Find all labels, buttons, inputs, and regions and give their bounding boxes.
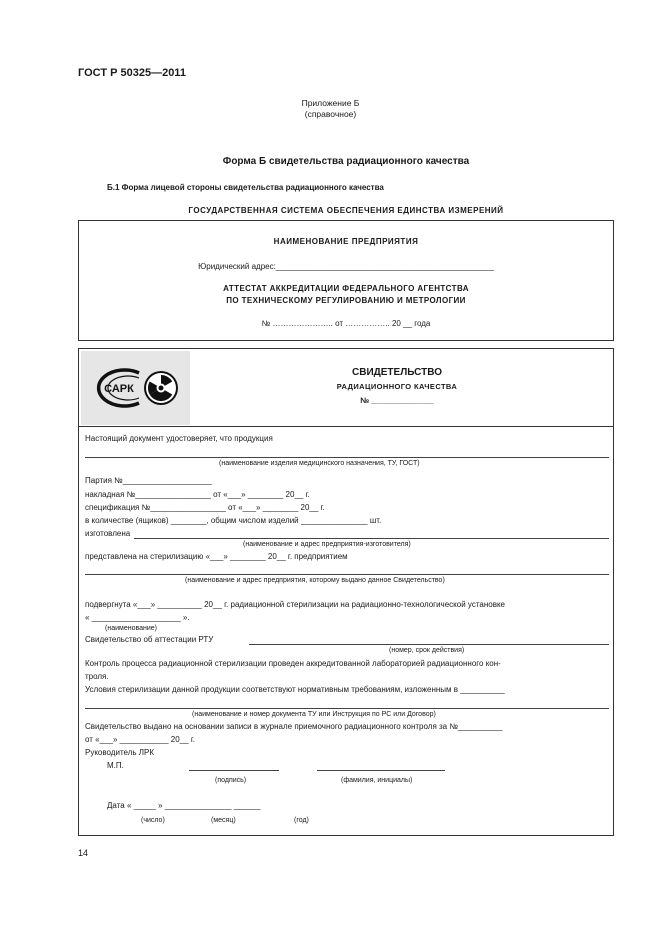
- year-caption: (год): [294, 817, 309, 824]
- divider: [79, 426, 613, 427]
- appendix-label: [0, 98, 661, 120]
- legal-address: Юридический адрес:_________________________________________________: [198, 262, 494, 271]
- installation-line: « ____________________ ».: [85, 613, 190, 622]
- rtu-field: [249, 644, 609, 645]
- manufacturer-line: изготовлена: [85, 529, 131, 538]
- stamp-label: М.П.: [107, 761, 124, 770]
- signature-caption: (подпись): [215, 777, 247, 784]
- document-caption: (наименование и номер документа ТУ или Инструкция по РС или Договор): [192, 711, 436, 718]
- certificate-subtitle: РАДИАЦИОННОГО КАЧЕСТВА: [336, 382, 458, 391]
- rtu-line: Свидетельство об аттестации РТУ: [85, 635, 214, 644]
- signature-field: [189, 770, 279, 771]
- logo-text: САРК: [104, 383, 134, 395]
- quantity-line: в количестве (ящиков) ________, общим числом изделий _______________ шт.: [85, 516, 382, 525]
- conditions-line: Условия стерилизации данной продукции соответствуют нормативным требованиям, изложенным в __________: [85, 685, 505, 694]
- accreditation-number: № ………………….. от …………….. 20 __ года: [261, 319, 431, 328]
- logo: [81, 351, 190, 425]
- month-caption: (месяц): [211, 817, 236, 824]
- form-title: Форма Б свидетельства радиационного качества: [222, 156, 470, 167]
- invoice-line: накладная №_________________ от «___» ________ 20__ г.: [85, 490, 310, 499]
- radiation-logo-icon: [81, 351, 190, 425]
- appendix-line-2: (справочное): [304, 109, 357, 119]
- installation-caption: (наименование): [105, 625, 157, 632]
- enterprise-caption: (наименование и адрес предприятия, которому выдано данное Свидетельство): [185, 577, 445, 584]
- accreditation-line-1: АТТЕСТАТ АККРЕДИТАЦИИ ФЕДЕРАЛЬНОГО АГЕНТСТВА: [223, 284, 469, 293]
- product-field: [85, 457, 609, 458]
- system-title: ГОСУДАРСТВЕННАЯ СИСТЕМА ОБЕСПЕЧЕНИЯ ЕДИНСТВА ИЗМЕРЕНИЙ: [188, 206, 504, 215]
- certificate-box: [78, 348, 614, 836]
- day-caption: (число): [141, 817, 165, 824]
- enterprise-name: НАИМЕНОВАНИЕ ПРЕДПРИЯТИЯ: [273, 237, 419, 246]
- submitted-line: представлена на стерилизацию «___» ________ 20__ г. предприятием: [85, 552, 348, 561]
- issued-line: Свидетельство выдано на основании записи в журнале приемочного радиационного контроля за №__________: [85, 722, 503, 731]
- certificate-title: СВИДЕТЕЛЬСТВО: [352, 367, 442, 378]
- manufacturer-caption: (наименование и адрес предприятия-изготовителя): [243, 541, 411, 548]
- document-field: [85, 708, 609, 709]
- date-line: Дата « _____ » _______________ ______: [107, 801, 261, 810]
- manufacturer-field: [134, 538, 609, 539]
- page-number: 14: [78, 848, 89, 858]
- accreditation-title: [79, 283, 613, 307]
- subjected-line: подвергнута «___» __________ 20__ г. радиационной стерилизации на радиационно-технологической установке: [85, 600, 505, 609]
- section-heading: Б.1 Форма лицевой стороны свидетельства радиационного качества: [107, 183, 384, 192]
- fullname-caption: (фамилия, инициалы): [341, 777, 413, 784]
- product-caption: (наименование изделия медицинского назначения, ТУ, ГОСТ): [219, 460, 420, 467]
- intro-line: Настоящий документ удостоверяет, что продукция: [85, 434, 273, 443]
- certificate-number: № ______________: [360, 396, 434, 405]
- organization-box: [78, 220, 614, 341]
- issued-date-line: от «___» ___________ 20__ г.: [85, 735, 195, 744]
- appendix-line-1: Приложение Б: [301, 98, 360, 108]
- batch-line: Партия №____________________: [85, 476, 212, 485]
- control-line-2: троля.: [85, 672, 109, 681]
- head-line: Руководитель ЛРК: [85, 748, 155, 757]
- rtu-caption: (номер, срок действия): [389, 647, 465, 654]
- accreditation-line-2: ПО ТЕХНИЧЕСКОМУ РЕГУЛИРОВАНИЮ И МЕТРОЛОГИИ: [226, 296, 466, 305]
- enterprise-field: [85, 574, 609, 575]
- spec-line: спецификация №_________________ от «___» ________ 20__ г.: [85, 503, 325, 512]
- document-id: ГОСТ Р 50325—2011: [78, 67, 186, 79]
- fullname-field: [317, 770, 445, 771]
- control-line-1: Контроль процесса радиационной стерилизации проведен аккредитованной лабораторией радиационного кон-: [85, 659, 501, 668]
